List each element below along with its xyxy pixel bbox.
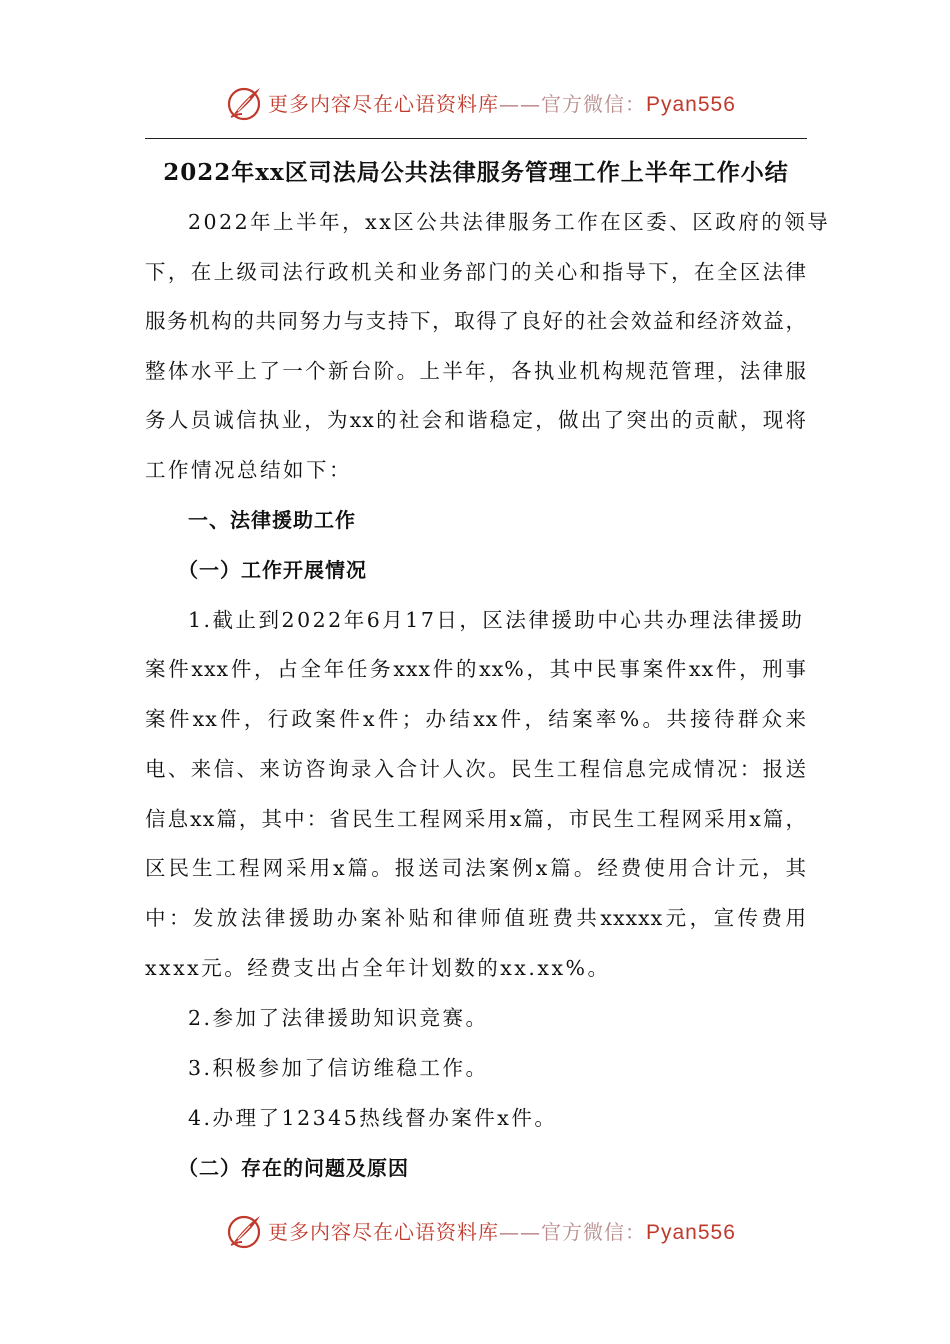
footer-banner — [0, 1210, 950, 1254]
banner-brand: 更多内容尽在心语资料库 — [268, 1220, 499, 1244]
list-item: 4.办理了12345热线督办案件x件。 — [188, 1106, 558, 1130]
header-rule — [145, 138, 807, 139]
intro-line: 2022年上半年，xx区公共法律服务工作在区委、区政府的领导 — [188, 210, 831, 234]
intro-line: 下，在上级司法行政机关和业务部门的关心和指导下，在全区法律 — [145, 260, 807, 284]
section-heading: 一、法律援助工作 — [188, 508, 356, 532]
banner-dash: —— — [499, 1220, 541, 1244]
banner-wechat-label: 官方微信： — [541, 1220, 646, 1244]
item1-line: 案件xxx件，占全年任务xxx件的xx%，其中民事案件xx件，刑事 — [145, 657, 807, 681]
subsection-heading: （二）存在的问题及原因 — [178, 1156, 409, 1180]
intro-line: 工作情况总结如下： — [145, 458, 352, 482]
banner-text — [268, 90, 736, 118]
list-item: 2.参加了法律援助知识竞赛。 — [188, 1006, 489, 1030]
list-item: 3.积极参加了信访维稳工作。 — [188, 1056, 489, 1080]
banner-wechat-label: 官方微信： — [541, 92, 646, 116]
quill-logo-icon — [226, 1212, 264, 1250]
quill-logo-icon — [226, 84, 264, 122]
banner-wechat-id: Pyan556 — [646, 1221, 736, 1244]
item1-line: 案件xx件，行政案件x件；办结xx件，结案率%。共接待群众来 — [145, 707, 807, 731]
banner-text — [268, 1218, 736, 1246]
item1-line: 信息xx篇，其中：省民生工程网采用x篇，市民生工程网采用x篇， — [145, 807, 807, 831]
item1-line: 1.截止到2022年6月17日，区法律援助中心共办理法律援助 — [188, 608, 805, 632]
intro-line: 整体水平上了一个新台阶。上半年，各执业机构规范管理，法律服 — [145, 359, 807, 383]
header-banner — [0, 82, 950, 126]
item1-line: 中：发放法律援助办案补贴和律师值班费共xxxxx元，宣传费用 — [145, 906, 807, 930]
banner-brand: 更多内容尽在心语资料库 — [268, 92, 499, 116]
intro-line: 务人员诚信执业，为xx的社会和谐稳定，做出了突出的贡献，现将 — [145, 408, 807, 432]
document-title: 2022年xx区司法局公共法律服务管理工作上半年工作小结 — [163, 159, 789, 186]
item1-line: xxxx元。经费支出占全年计划数的xx.xx%。 — [145, 956, 611, 980]
subsection-heading: （一）工作开展情况 — [178, 558, 367, 582]
banner-dash: —— — [499, 92, 541, 116]
banner-wechat-id: Pyan556 — [646, 93, 736, 116]
item1-line: 电、来信、来访咨询录入合计人次。民生工程信息完成情况：报送 — [145, 757, 807, 781]
item1-line: 区民生工程网采用x篇。报送司法案例x篇。经费使用合计元，其 — [145, 856, 807, 880]
intro-line: 服务机构的共同努力与支持下，取得了良好的社会效益和经济效益， — [145, 309, 807, 333]
